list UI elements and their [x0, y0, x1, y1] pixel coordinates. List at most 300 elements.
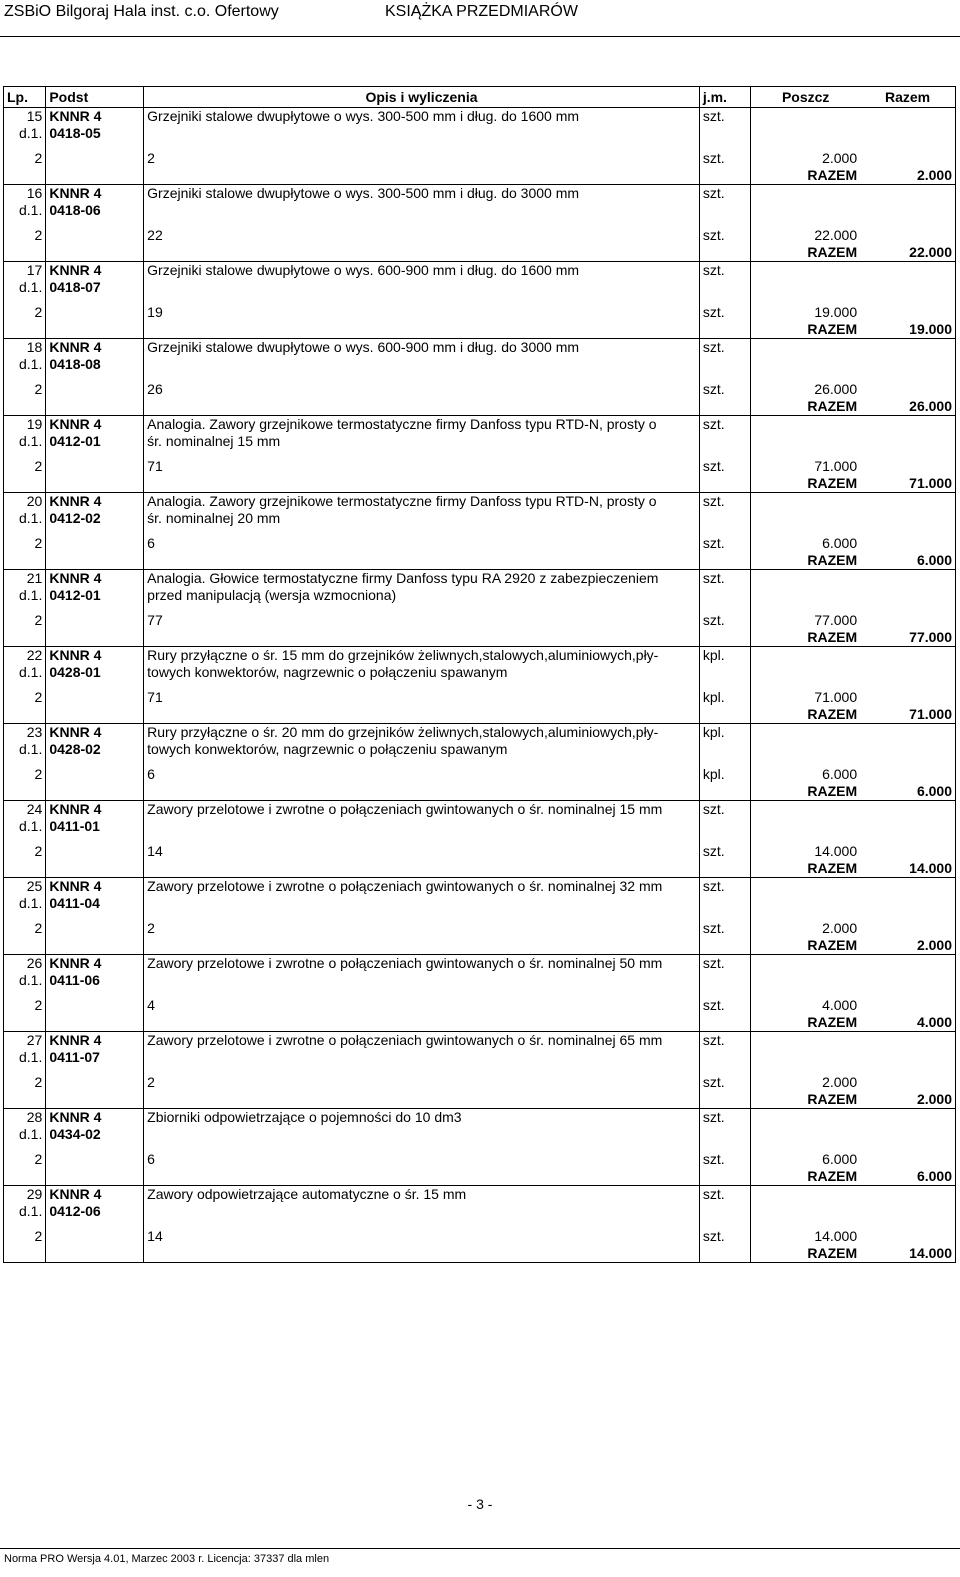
total-quantity: 14.000: [860, 860, 955, 878]
unit: szt.: [699, 878, 750, 896]
empty-cell: [46, 321, 144, 339]
empty-cell: [860, 433, 955, 450]
item-description-cont: [144, 356, 700, 373]
unit: szt.: [699, 262, 750, 280]
empty-cell: [144, 1091, 700, 1109]
empty-cell: [144, 398, 700, 416]
empty-cell: [860, 801, 955, 819]
catalog-code: KNNR 4: [46, 416, 144, 434]
total-label: RAZEM: [807, 860, 858, 876]
catalog-position: 0418-05: [46, 125, 144, 142]
calculation-unit: szt.: [699, 997, 750, 1014]
empty-cell: [860, 304, 955, 321]
empty-cell: [46, 381, 144, 398]
empty-cell: [751, 142, 860, 150]
total-label: RAZEM: [751, 1245, 860, 1263]
partial-quantity: 2.000: [822, 920, 858, 936]
empty-cell: [751, 1109, 860, 1127]
empty-cell: [860, 1049, 955, 1066]
catalog-code: KNNR 4: [46, 108, 144, 126]
quantity-calculation: 2: [144, 150, 700, 167]
empty-cell: [751, 1220, 860, 1228]
empty-cell: [46, 535, 144, 552]
table-row: [4, 108, 956, 126]
empty-cell: [699, 475, 750, 493]
empty-cell: [860, 972, 955, 989]
calculation-row: [4, 1074, 956, 1091]
calculation-row: [4, 458, 956, 475]
empty-cell: [4, 450, 46, 458]
empty-cell: [751, 835, 860, 843]
table-row: [4, 741, 956, 758]
item-chapter: 2: [4, 689, 46, 706]
empty-cell: [699, 972, 750, 989]
empty-cell: [699, 1126, 750, 1143]
item-description: Grzejniki stalowe dwupłytowe o wys. 600-900 mm i dług. do 3000 mm: [144, 339, 700, 357]
spacer-row: [4, 450, 956, 458]
calculation-unit: szt.: [699, 920, 750, 937]
item-description-cont: śr. nominalnej 20 mm: [144, 510, 700, 527]
total-label: RAZEM: [807, 783, 858, 799]
empty-cell: [46, 527, 144, 535]
empty-cell: [4, 142, 46, 150]
total-label: RAZEM: [807, 1014, 858, 1030]
unit: szt.: [699, 1109, 750, 1127]
unit: szt.: [699, 108, 750, 126]
empty-cell: [699, 1203, 750, 1220]
partial-quantity: 19.000: [814, 304, 858, 320]
table-row: [4, 339, 956, 357]
empty-cell: [860, 724, 955, 742]
calculation-row: [4, 304, 956, 321]
quantity-calculation: 6: [144, 1151, 700, 1168]
empty-cell: [144, 1066, 700, 1074]
item-number: 18: [4, 339, 46, 357]
catalog-code: KNNR 4: [46, 570, 144, 588]
total-quantity: 2.000: [860, 937, 955, 955]
empty-cell: [751, 1066, 860, 1074]
empty-cell: [860, 1203, 955, 1220]
empty-cell: [46, 920, 144, 937]
document-header-left: ZSBiO Bilgoraj Hala inst. c.o. Ofertowy: [4, 3, 279, 20]
unit: szt.: [699, 955, 750, 973]
empty-cell: [4, 1245, 46, 1263]
empty-cell: [46, 681, 144, 689]
total-label: RAZEM: [807, 244, 858, 260]
empty-cell: [699, 706, 750, 724]
empty-cell: [144, 835, 700, 843]
catalog-position: 0412-01: [46, 433, 144, 450]
item-description-cont: przed manipulacją (wersja wzmocniona): [144, 587, 700, 604]
catalog-code: KNNR 4: [46, 878, 144, 896]
empty-cell: [46, 629, 144, 647]
empty-cell: [699, 1143, 750, 1151]
item-description-cont: [144, 1203, 700, 1220]
empty-cell: [860, 125, 955, 142]
quantity-calculation: 6: [144, 535, 700, 552]
calculation-unit: szt.: [699, 612, 750, 629]
empty-cell: [751, 279, 860, 296]
calculation-row: [4, 920, 956, 937]
item-source: d.1.: [4, 818, 46, 835]
empty-cell: [699, 937, 750, 955]
quantity-calculation: 14: [144, 843, 700, 860]
item-description: Zawory przelotowe i zwrotne o połączeniach gwintowanych o śr. nominalnej 32 mm: [144, 878, 700, 896]
calculation-unit: szt.: [699, 304, 750, 321]
empty-cell: [751, 1049, 860, 1066]
table-row: [4, 433, 956, 450]
empty-cell: [751, 878, 860, 896]
empty-cell: [860, 766, 955, 783]
empty-cell: [751, 185, 860, 203]
empty-cell: [860, 458, 955, 475]
empty-cell: [144, 1168, 700, 1186]
empty-cell: [46, 167, 144, 185]
empty-cell: [144, 629, 700, 647]
software-footer: Norma PRO Wersja 4.01, Marzec 2003 r. Licencja: 37337 dla mlen: [4, 1553, 330, 1565]
item-description: Grzejniki stalowe dwupłytowe o wys. 300-500 mm i dług. do 3000 mm: [144, 185, 700, 203]
spacer-row: [4, 681, 956, 689]
total-row: [4, 937, 956, 955]
empty-cell: [860, 142, 955, 150]
empty-cell: [144, 142, 700, 150]
quantity-calculation: 2: [144, 920, 700, 937]
empty-cell: [860, 1074, 955, 1091]
empty-cell: [860, 185, 955, 203]
empty-cell: [4, 1143, 46, 1151]
empty-cell: [46, 150, 144, 167]
empty-cell: [699, 244, 750, 262]
empty-cell: [751, 339, 860, 357]
table-row: [4, 647, 956, 665]
partial-quantity: 77.000: [814, 612, 858, 628]
empty-cell: [751, 587, 860, 604]
empty-cell: [144, 1014, 700, 1032]
spacer-row: [4, 373, 956, 381]
empty-cell: [860, 339, 955, 357]
catalog-code: KNNR 4: [46, 955, 144, 973]
calculation-unit: szt.: [699, 1151, 750, 1168]
item-chapter: 2: [4, 920, 46, 937]
empty-cell: [144, 167, 700, 185]
empty-cell: [860, 664, 955, 681]
total-row: [4, 321, 956, 339]
page-number: - 3 -: [467, 1496, 493, 1512]
item-description-cont: [144, 202, 700, 219]
empty-cell: [699, 398, 750, 416]
table-row: [4, 493, 956, 511]
empty-cell: [699, 1049, 750, 1066]
total-quantity: 71.000: [860, 706, 955, 724]
column-header-podst: Podst: [46, 87, 144, 108]
quantity-calculation: 6: [144, 766, 700, 783]
catalog-code: KNNR 4: [46, 724, 144, 742]
empty-cell: [46, 1066, 144, 1074]
total-quantity: 6.000: [860, 552, 955, 570]
total-row: [4, 244, 956, 262]
empty-cell: [4, 758, 46, 766]
item-number: 29: [4, 1186, 46, 1204]
unit: szt.: [699, 1186, 750, 1204]
table-row: [4, 972, 956, 989]
empty-cell: [144, 321, 700, 339]
empty-cell: [46, 1143, 144, 1151]
empty-cell: [4, 373, 46, 381]
item-chapter: 2: [4, 458, 46, 475]
empty-cell: [751, 219, 860, 227]
table-row: [4, 202, 956, 219]
empty-cell: [144, 783, 700, 801]
table-row: [4, 664, 956, 681]
calculation-unit: szt.: [699, 458, 750, 475]
table-body: [4, 108, 956, 1263]
calculation-row: [4, 150, 956, 167]
empty-cell: [46, 552, 144, 570]
empty-cell: [751, 724, 860, 742]
empty-cell: [860, 535, 955, 552]
item-chapter: 2: [4, 535, 46, 552]
total-row: [4, 167, 956, 185]
empty-cell: [751, 681, 860, 689]
empty-cell: [860, 1032, 955, 1050]
empty-cell: [4, 1168, 46, 1186]
table-row: [4, 185, 956, 203]
empty-cell: [751, 1203, 860, 1220]
item-description-cont: [144, 895, 700, 912]
empty-cell: [699, 1014, 750, 1032]
empty-cell: [751, 955, 860, 973]
partial-quantity: 71.000: [814, 458, 858, 474]
empty-cell: [4, 1091, 46, 1109]
total-quantity: 6.000: [860, 783, 955, 801]
calculation-unit: szt.: [699, 1228, 750, 1245]
empty-cell: [860, 527, 955, 535]
empty-cell: [46, 1151, 144, 1168]
table-row: [4, 818, 956, 835]
empty-cell: [860, 989, 955, 997]
total-label: RAZEM: [807, 629, 858, 645]
header-divider: [0, 36, 960, 37]
table-row: [4, 510, 956, 527]
table-row: [4, 724, 956, 742]
empty-cell: [860, 997, 955, 1014]
calculation-row: [4, 535, 956, 552]
item-description-cont: towych konwektorów, nagrzewnic o połączeniu spawanym: [144, 741, 700, 758]
item-source: d.1.: [4, 1126, 46, 1143]
unit: szt.: [699, 416, 750, 434]
empty-cell: [751, 758, 860, 766]
total-quantity: 71.000: [860, 475, 955, 493]
total-row: [4, 1245, 956, 1263]
total-quantity: 77.000: [860, 629, 955, 647]
empty-cell: [4, 167, 46, 185]
item-number: 15: [4, 108, 46, 126]
catalog-code: KNNR 4: [46, 262, 144, 280]
empty-cell: [860, 381, 955, 398]
item-description-cont: [144, 125, 700, 142]
empty-cell: [4, 244, 46, 262]
empty-cell: [46, 458, 144, 475]
item-chapter: 2: [4, 1151, 46, 1168]
item-source: d.1.: [4, 664, 46, 681]
empty-cell: [860, 416, 955, 434]
item-description-cont: [144, 818, 700, 835]
empty-cell: [4, 604, 46, 612]
empty-cell: [751, 664, 860, 681]
empty-cell: [46, 475, 144, 493]
total-quantity: 19.000: [860, 321, 955, 339]
empty-cell: [46, 937, 144, 955]
empty-cell: [46, 1074, 144, 1091]
empty-cell: [4, 681, 46, 689]
partial-quantity: 22.000: [814, 227, 858, 243]
empty-cell: [4, 552, 46, 570]
empty-cell: [860, 202, 955, 219]
empty-cell: [699, 450, 750, 458]
empty-cell: [860, 612, 955, 629]
column-header-razem: Razem: [860, 87, 955, 108]
empty-cell: [860, 955, 955, 973]
total-row: [4, 629, 956, 647]
item-number: 22: [4, 647, 46, 665]
empty-cell: [860, 1126, 955, 1143]
empty-cell: [699, 356, 750, 373]
total-row: [4, 706, 956, 724]
calculation-unit: kpl.: [699, 689, 750, 706]
empty-cell: [751, 356, 860, 373]
empty-cell: [699, 989, 750, 997]
item-chapter: 2: [4, 227, 46, 244]
column-header-opis: Opis i wyliczenia: [144, 87, 700, 108]
total-quantity: 14.000: [860, 1245, 955, 1263]
item-number: 19: [4, 416, 46, 434]
empty-cell: [46, 912, 144, 920]
empty-cell: [144, 758, 700, 766]
empty-cell: [46, 227, 144, 244]
table-row: [4, 279, 956, 296]
item-source: d.1.: [4, 1049, 46, 1066]
spacer-row: [4, 1220, 956, 1228]
calculation-row: [4, 843, 956, 860]
empty-cell: [860, 1186, 955, 1204]
quantity-calculation: 2: [144, 1074, 700, 1091]
empty-cell: [46, 398, 144, 416]
table-row: [4, 801, 956, 819]
table-row: [4, 262, 956, 280]
calculation-row: [4, 997, 956, 1014]
empty-cell: [144, 604, 700, 612]
empty-cell: [699, 895, 750, 912]
empty-cell: [4, 989, 46, 997]
total-label: RAZEM: [807, 398, 858, 414]
item-description: Zawory przelotowe i zwrotne o połączeniach gwintowanych o śr. nominalnej 65 mm: [144, 1032, 700, 1050]
empty-cell: [751, 818, 860, 835]
partial-quantity: 2.000: [822, 1074, 858, 1090]
partial-quantity: 6.000: [822, 535, 858, 551]
empty-cell: [699, 552, 750, 570]
spacer-row: [4, 989, 956, 997]
total-label: RAZEM: [807, 1091, 858, 1107]
empty-cell: [860, 356, 955, 373]
empty-cell: [699, 510, 750, 527]
empty-cell: [699, 219, 750, 227]
empty-cell: [46, 997, 144, 1014]
empty-cell: [46, 373, 144, 381]
table-row: [4, 1186, 956, 1204]
empty-cell: [860, 279, 955, 296]
catalog-code: KNNR 4: [46, 647, 144, 665]
item-chapter: 2: [4, 843, 46, 860]
empty-cell: [699, 142, 750, 150]
item-number: 27: [4, 1032, 46, 1050]
item-chapter: 2: [4, 612, 46, 629]
empty-cell: [144, 219, 700, 227]
item-number: 25: [4, 878, 46, 896]
empty-cell: [860, 1066, 955, 1074]
catalog-position: 0428-02: [46, 741, 144, 758]
item-source: d.1.: [4, 741, 46, 758]
spacer-row: [4, 219, 956, 227]
column-header-lp: Lp.: [4, 87, 46, 108]
table-row: [4, 878, 956, 896]
empty-cell: [46, 1168, 144, 1186]
unit: kpl.: [699, 647, 750, 665]
item-chapter: 2: [4, 766, 46, 783]
spacer-row: [4, 142, 956, 150]
empty-cell: [751, 510, 860, 527]
empty-cell: [4, 912, 46, 920]
empty-cell: [751, 450, 860, 458]
item-source: d.1.: [4, 895, 46, 912]
item-description: Analogia. Głowice termostatyczne firmy Danfoss typu RA 2920 z zabezpieczeniem: [144, 570, 700, 588]
empty-cell: [751, 801, 860, 819]
empty-cell: [46, 604, 144, 612]
empty-cell: [751, 527, 860, 535]
calculation-unit: szt.: [699, 227, 750, 244]
calculation-unit: szt.: [699, 381, 750, 398]
empty-cell: [699, 587, 750, 604]
empty-cell: [699, 1220, 750, 1228]
empty-cell: [860, 835, 955, 843]
item-description-cont: [144, 1126, 700, 1143]
empty-cell: [860, 296, 955, 304]
item-number: 23: [4, 724, 46, 742]
empty-cell: [860, 758, 955, 766]
catalog-position: 0412-02: [46, 510, 144, 527]
empty-cell: [4, 937, 46, 955]
item-description-cont: śr. nominalnej 15 mm: [144, 433, 700, 450]
spacer-row: [4, 912, 956, 920]
empty-cell: [751, 296, 860, 304]
calculation-row: [4, 1228, 956, 1245]
empty-cell: [860, 227, 955, 244]
empty-cell: [144, 527, 700, 535]
empty-cell: [699, 818, 750, 835]
total-row: [4, 1168, 956, 1186]
empty-cell: [860, 843, 955, 860]
total-row: [4, 1014, 956, 1032]
empty-cell: [860, 570, 955, 588]
quantity-calculation: 19: [144, 304, 700, 321]
quantity-calculation: 22: [144, 227, 700, 244]
empty-cell: [860, 689, 955, 706]
empty-cell: [860, 108, 955, 126]
empty-cell: [144, 475, 700, 493]
empty-cell: [46, 1228, 144, 1245]
catalog-code: KNNR 4: [46, 493, 144, 511]
empty-cell: [860, 1143, 955, 1151]
item-description: Analogia. Zawory grzejnikowe termostatyczne firmy Danfoss typu RTD-N, prosty o: [144, 493, 700, 511]
